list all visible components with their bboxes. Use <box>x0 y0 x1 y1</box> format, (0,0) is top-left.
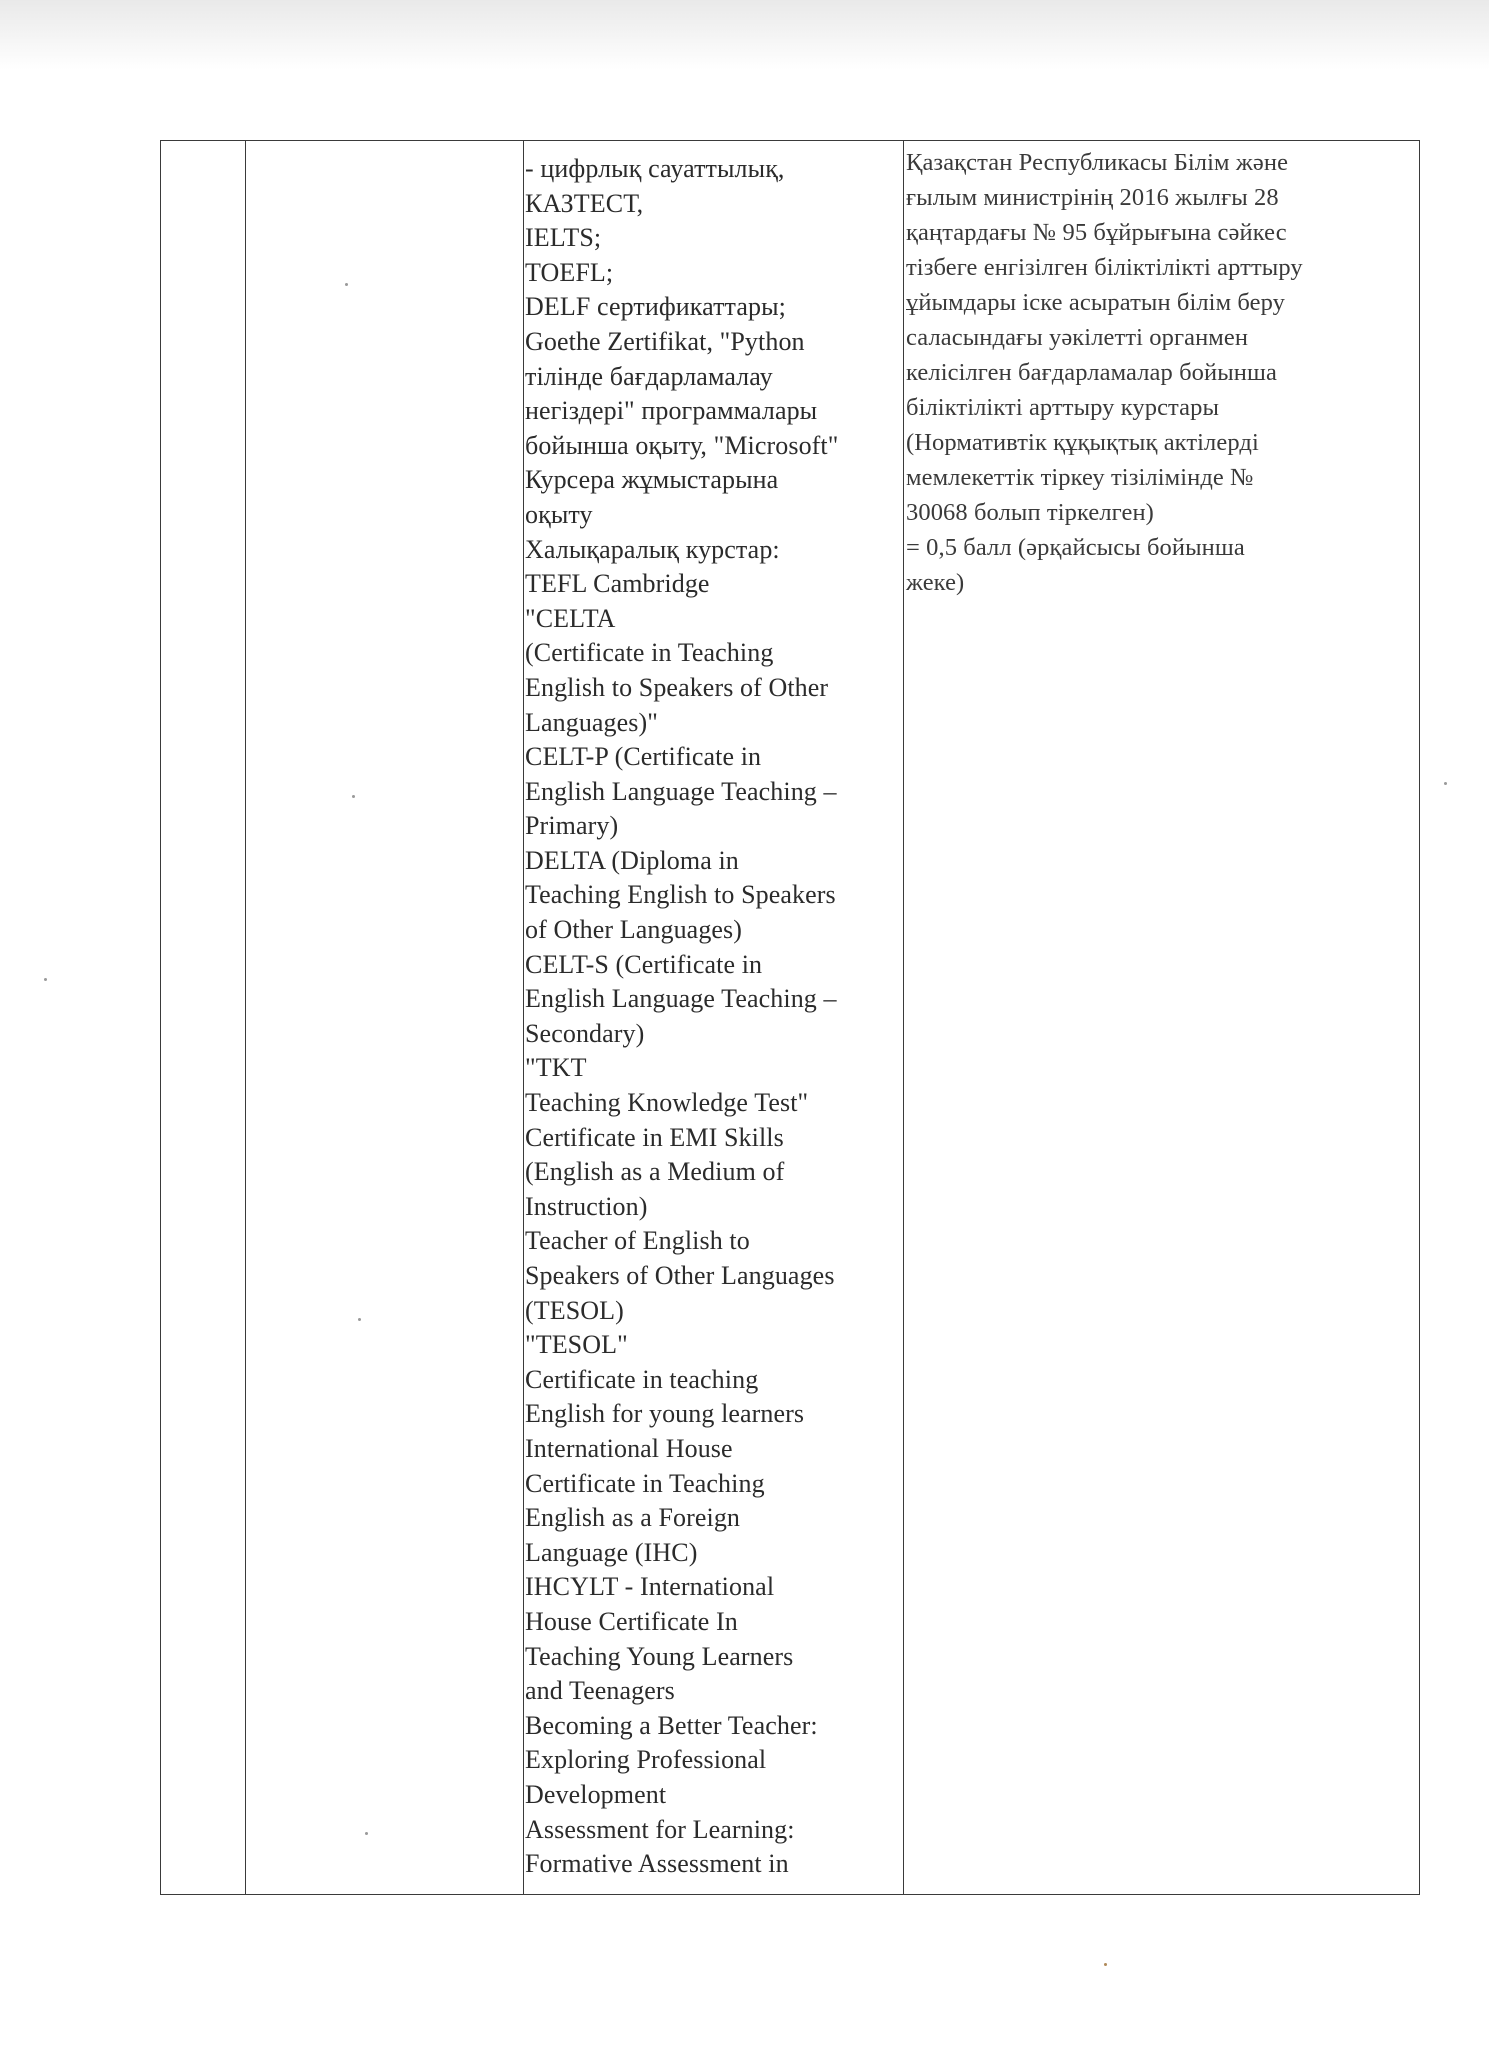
criteria-text-line: біліктілікті арттыру курстары <box>906 394 1220 421</box>
criteria-text-line: жеке) <box>906 569 965 596</box>
course-list-line: тілінде бағдарламалау <box>525 361 773 391</box>
document-table <box>160 140 1420 1895</box>
course-list-line: Goethe Zertifikat, "Python <box>525 326 805 356</box>
course-list-line: CELT-S (Certificate in <box>525 949 763 979</box>
course-list-line: Халықаралық курстар: <box>525 534 780 564</box>
criteria-text-line: тізбеге енгізілген біліктілікті арттыру <box>906 254 1303 281</box>
course-list-line: Teacher of English to <box>525 1226 750 1256</box>
criteria-text-line: (Нормативтік құқықтық актілерді <box>906 429 1259 456</box>
course-list-line: "TKT <box>525 1053 587 1083</box>
course-list-line: English as a Foreign <box>525 1503 741 1533</box>
course-list-line: Development <box>525 1779 667 1809</box>
scan-speck <box>1104 1963 1107 1966</box>
course-list-line: English for young learners <box>525 1399 805 1429</box>
criteria-cell <box>906 145 1406 600</box>
criteria-text-line: 30068 болып тіркелген) <box>906 499 1154 526</box>
course-list-line: Certificate in EMI Skills <box>525 1122 784 1152</box>
course-list-line: (TESOL) <box>525 1295 624 1325</box>
course-list-line: of Other Languages) <box>525 915 743 945</box>
criteria-text-line: қаңтардағы № 95 бұйрығына сәйкес <box>906 219 1287 246</box>
course-list-line: "TESOL" <box>525 1330 628 1360</box>
course-list-line: Exploring Professional <box>525 1745 767 1775</box>
course-list-line: English Language Teaching – <box>525 984 837 1014</box>
criteria-text-line: саласындағы уәкілетті органмен <box>906 324 1249 351</box>
course-list-line: Teaching Knowledge Test" <box>525 1088 809 1118</box>
criteria-text-line: мемлекеттік тіркеу тізілімінде № <box>906 464 1254 491</box>
scan-speck <box>1444 782 1447 785</box>
course-list-line: Primary) <box>525 811 619 841</box>
course-list-line: Language (IHC) <box>525 1537 698 1567</box>
course-list-line: - цифрлық сауаттылық, <box>525 154 785 183</box>
scan-speck <box>44 978 47 981</box>
course-list-line: TOEFL; <box>525 257 614 287</box>
course-list-line: Teaching Young Learners <box>525 1641 794 1671</box>
course-list-line: Teaching English to Speakers <box>525 880 836 910</box>
course-list-line: International House <box>525 1433 733 1463</box>
table-column-divider <box>523 141 524 1894</box>
course-list-line: and Teenagers <box>525 1676 675 1706</box>
course-list-line: English Language Teaching – <box>525 776 837 806</box>
course-list-line: Becoming a Better Teacher: <box>525 1710 818 1740</box>
course-list-line: (English as a Medium of <box>525 1157 785 1187</box>
criteria-text-line: келісілген бағдарламалар бойынша <box>906 359 1277 386</box>
course-list-line: Formative Assessment in <box>525 1849 789 1879</box>
course-list-line: "CELTA <box>525 603 616 633</box>
course-list-line: House Certificate In <box>525 1606 738 1636</box>
course-list-line: IHCYLT - International <box>525 1572 775 1602</box>
course-list-line: IELTS; <box>525 223 602 253</box>
course-list-line: негіздері" программалары <box>525 396 818 426</box>
scan-top-shadow <box>0 0 1489 70</box>
course-list-line: TEFL Cambridge <box>525 569 710 599</box>
course-list-line: Certificate in teaching <box>525 1364 759 1394</box>
course-list-line: бойынша оқыту, "Microsoft" <box>525 430 839 460</box>
criteria-text-line: ұйымдары іске асыратын білім беру <box>906 289 1286 316</box>
course-list-line: (Certificate in Teaching <box>525 638 774 668</box>
course-list-line: DELTA (Diploma in <box>525 845 739 875</box>
courses-cell <box>525 152 905 1882</box>
course-list-line: CELT-P (Certificate in <box>525 742 762 772</box>
criteria-text-line: Қазақстан Республикасы Білім және <box>906 149 1289 176</box>
course-list-line: КАЗТЕСТ, <box>525 188 644 218</box>
course-list-line: Secondary) <box>525 1018 645 1048</box>
course-list-line: English to Speakers of Other <box>525 672 829 702</box>
criteria-text-line: = 0,5 балл (әрқайсысы бойынша <box>906 534 1245 561</box>
course-list-line: Assessment for Learning: <box>525 1814 795 1844</box>
course-list-line: Languages)" <box>525 707 658 737</box>
course-list-line: Instruction) <box>525 1191 648 1221</box>
course-list-line: Speakers of Other Languages <box>525 1261 835 1290</box>
course-list-line: DELF сертификаттары; <box>525 292 786 322</box>
course-list-line: Курсера жұмыстарына <box>525 465 779 495</box>
course-list-line: оқыту <box>525 499 593 529</box>
criteria-text-line: ғылым министрінің 2016 жылғы 28 <box>906 184 1279 211</box>
table-column-divider <box>245 141 246 1894</box>
course-list-line: Certificate in Teaching <box>525 1468 765 1498</box>
